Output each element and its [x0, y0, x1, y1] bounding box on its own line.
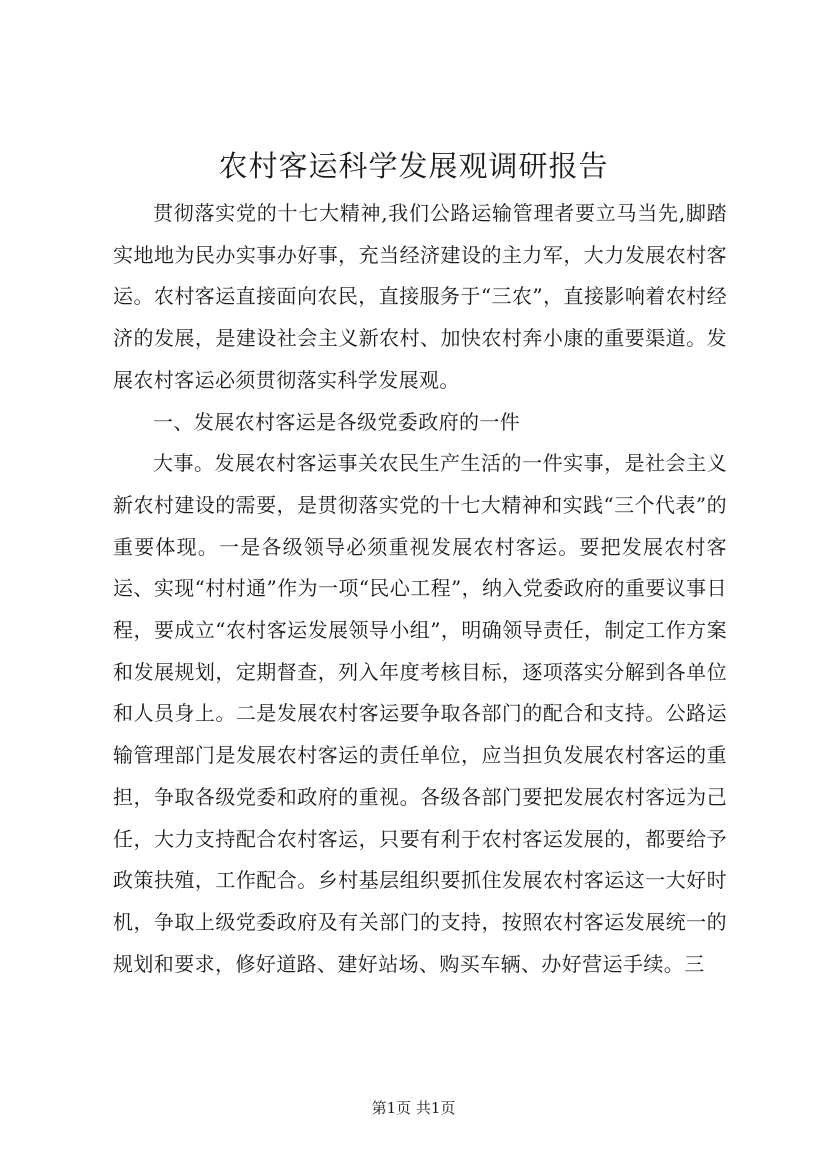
paragraph-intro: 贯彻落实党的十七大精神,我们公路运输管理者要立马当先,脚踏实地地为民办实事办好事，充当经济建设的主力军，大力发展农村客运。农村客运直接面向农民，直接服务于“三农”，直接影响着农村经济的发展，是建设社会主义新农村、加快农村奔小康的重要渠道。发展农村客运必须贯彻落实科学发展观。	[113, 201, 727, 392]
section-heading-1: 一、发展农村客运是各级党委政府的一件	[153, 409, 521, 434]
page-footer: 第1页 共1页	[371, 1099, 456, 1117]
document-body	[113, 193, 727, 985]
paragraph-section-1: 大事。发展农村客运事关农民生产生活的一件实事，是社会主义新农村建设的需要，是贯彻落实党的十七大精神和实践“三个代表”的重要体现。一是各级领导必须重视发展农村客运。要把发展农村客运、实现“村村通”作为一项“民心工程”，纳入党委政府的重要议事日程，要成立“农村客运发展领导小组”，明确领导责任，制定工作方案和发展规划，定期督查，列入年度考核目标，逐项落实分解到各单位和人员身上。二是发展农村客运要争取各部门的配合和支持。公路运输管理部门是发展农村客运的责任单位，应当担负发展农村客运的重担，争取各级党委和政府的重视。各级各部门要把发展农村客远为己任，大力支持配合农村客运，只要有利于农村客运发展的，都要给予政策扶殖，工作配合。乡村基层组织要抓住发展农村客运这一大好时机，争取上级党委政府及有关部门的支持，按照农村客运发展统一的规划和要求，修好道路、建好站场、购买车辆、办好营运手续。三	[113, 451, 727, 976]
document-title: 农村客运科学发展观调研报告	[218, 149, 609, 183]
